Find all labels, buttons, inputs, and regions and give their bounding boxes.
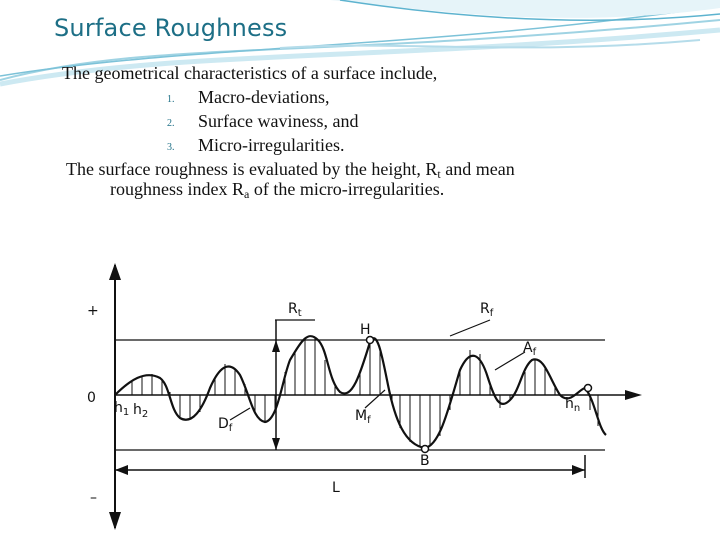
slide-title: Surface Roughness	[54, 14, 288, 42]
surface-roughness-diagram	[70, 260, 655, 540]
list-item: Micro-irregularities.	[198, 135, 345, 155]
vertical-axis	[109, 263, 121, 530]
h-label: H	[360, 322, 371, 338]
list-number: 3.	[167, 142, 175, 153]
l-label: L	[332, 480, 340, 496]
h2-label: $h_2$	[133, 402, 149, 420]
rt-label: $R_t$	[288, 301, 302, 319]
h1-label: $h_1$	[114, 400, 130, 418]
sampling-length-dimension	[115, 455, 585, 478]
hn-label: $h_n$	[565, 396, 581, 414]
af-label: $A_f$	[523, 340, 537, 358]
list-number: 1.	[167, 94, 175, 105]
evaluation-line-1: The surface roughness is evaluated by the height, $R_t$ and mean	[66, 159, 515, 181]
slide-body	[0, 0, 720, 220]
intro-text: The geometrical characteristics of a surface include,	[62, 63, 438, 83]
b-label: B	[420, 453, 430, 469]
list-item: Surface waviness, and	[198, 111, 359, 131]
leader-lines	[230, 320, 525, 420]
plus-label: +	[87, 303, 99, 319]
rf-label: $R_f$	[480, 301, 494, 319]
df-label: $D_f$	[218, 416, 233, 434]
mf-label: $M_f$	[355, 408, 371, 426]
evaluation-line-2: roughness index $R_a$ of the micro-irregularities.	[110, 179, 445, 201]
list-item: Macro-deviations,	[198, 87, 330, 107]
zero-label: 0	[87, 390, 96, 406]
valley-marker	[422, 446, 429, 453]
minus-label: –	[90, 490, 97, 506]
list-number: 2.	[167, 118, 175, 129]
end-marker	[585, 385, 592, 392]
